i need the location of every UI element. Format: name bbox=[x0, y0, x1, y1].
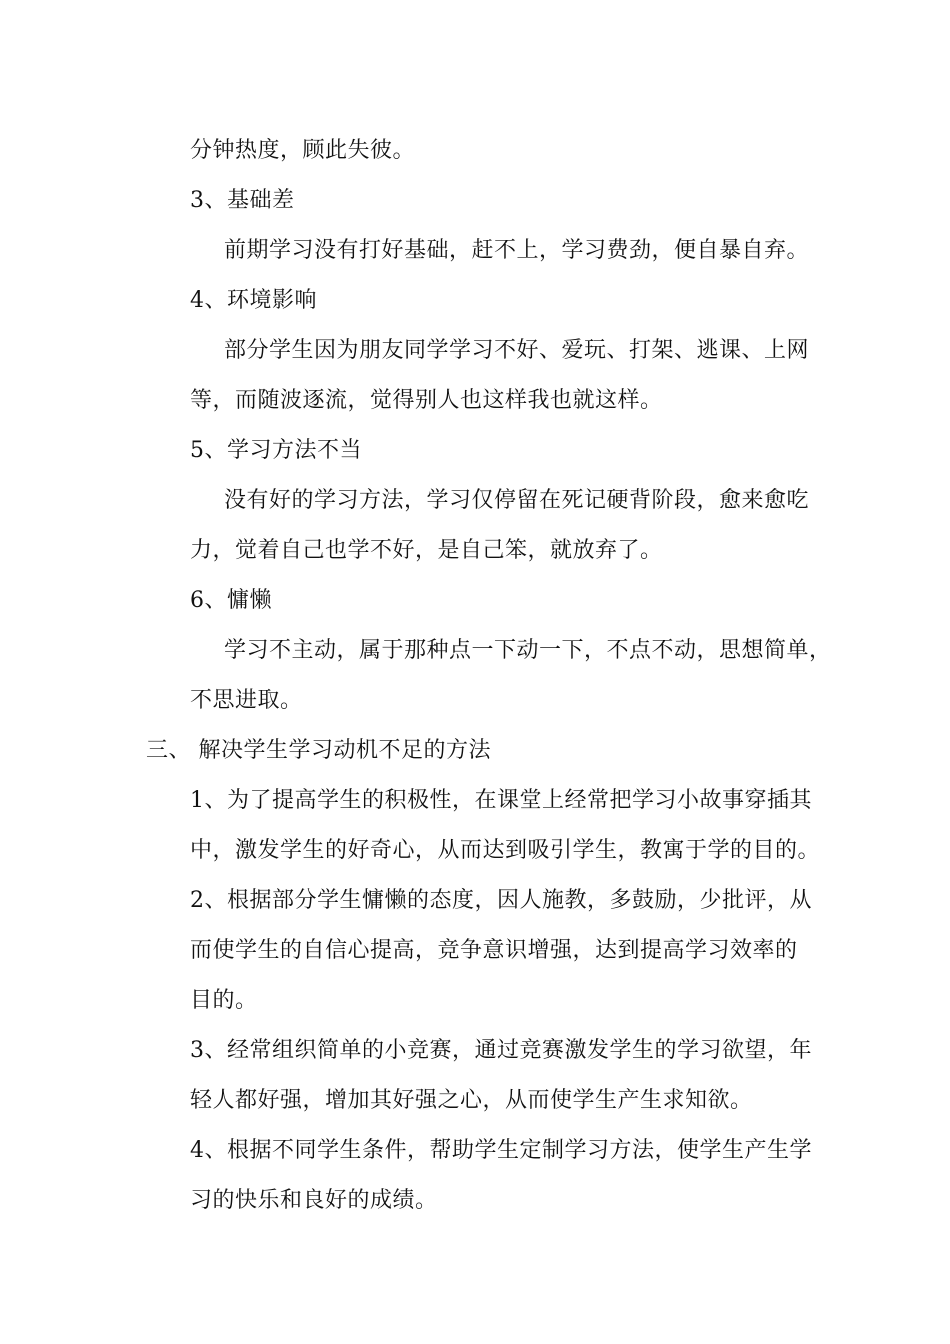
paragraph-line: 等，而随波逐流，觉得别人也这样我也就这样。 bbox=[190, 388, 663, 413]
paragraph-line: 4、根据不同学生条件，帮助学生定制学习方法，使学生产生学 bbox=[190, 1138, 812, 1163]
subheading-environment: 4、环境影响 bbox=[190, 288, 317, 313]
paragraph-line: 分钟热度，顾此失彼。 bbox=[190, 138, 416, 163]
paragraph-line: 学习不主动，属于那种点一下动一下，不点不动，思想简单， bbox=[224, 638, 832, 663]
subheading-method: 5、学习方法不当 bbox=[190, 438, 362, 463]
paragraph-line: 2、根据部分学生慵懒的态度，因人施教，多鼓励，少批评，从 bbox=[190, 888, 812, 913]
paragraph-line: 而使学生的自信心提高，竞争意识增强，达到提高学习效率的 bbox=[190, 938, 798, 963]
paragraph-line: 目的。 bbox=[190, 988, 258, 1013]
subheading-lazy: 6、慵懒 bbox=[190, 588, 272, 613]
section-heading: 三、 解决学生学习动机不足的方法 bbox=[146, 738, 491, 763]
paragraph-line: 前期学习没有打好基础，赶不上，学习费劲，便自暴自弃。 bbox=[224, 238, 810, 263]
subheading-basic-weak: 3、基础差 bbox=[190, 188, 295, 213]
paragraph-line: 3、经常组织简单的小竞赛，通过竞赛激发学生的学习欲望，年 bbox=[190, 1038, 812, 1063]
paragraph-line: 中，激发学生的好奇心，从而达到吸引学生，教寓于学的目的。 bbox=[190, 838, 821, 863]
paragraph-line: 部分学生因为朋友同学学习不好、爱玩、打架、逃课、上网 bbox=[224, 338, 810, 363]
paragraph-line: 没有好的学习方法，学习仅停留在死记硬背阶段，愈来愈吃 bbox=[224, 488, 810, 513]
paragraph-line: 不思进取。 bbox=[190, 688, 303, 713]
paragraph-line: 习的快乐和良好的成绩。 bbox=[190, 1188, 438, 1213]
paragraph-line: 轻人都好强，增加其好强之心，从而使学生产生求知欲。 bbox=[190, 1088, 753, 1113]
paragraph-line: 力，觉着自己也学不好，是自己笨，就放弃了。 bbox=[190, 538, 663, 563]
paragraph-line: 1、为了提高学生的积极性，在课堂上经常把学习小故事穿插其 bbox=[190, 788, 812, 813]
